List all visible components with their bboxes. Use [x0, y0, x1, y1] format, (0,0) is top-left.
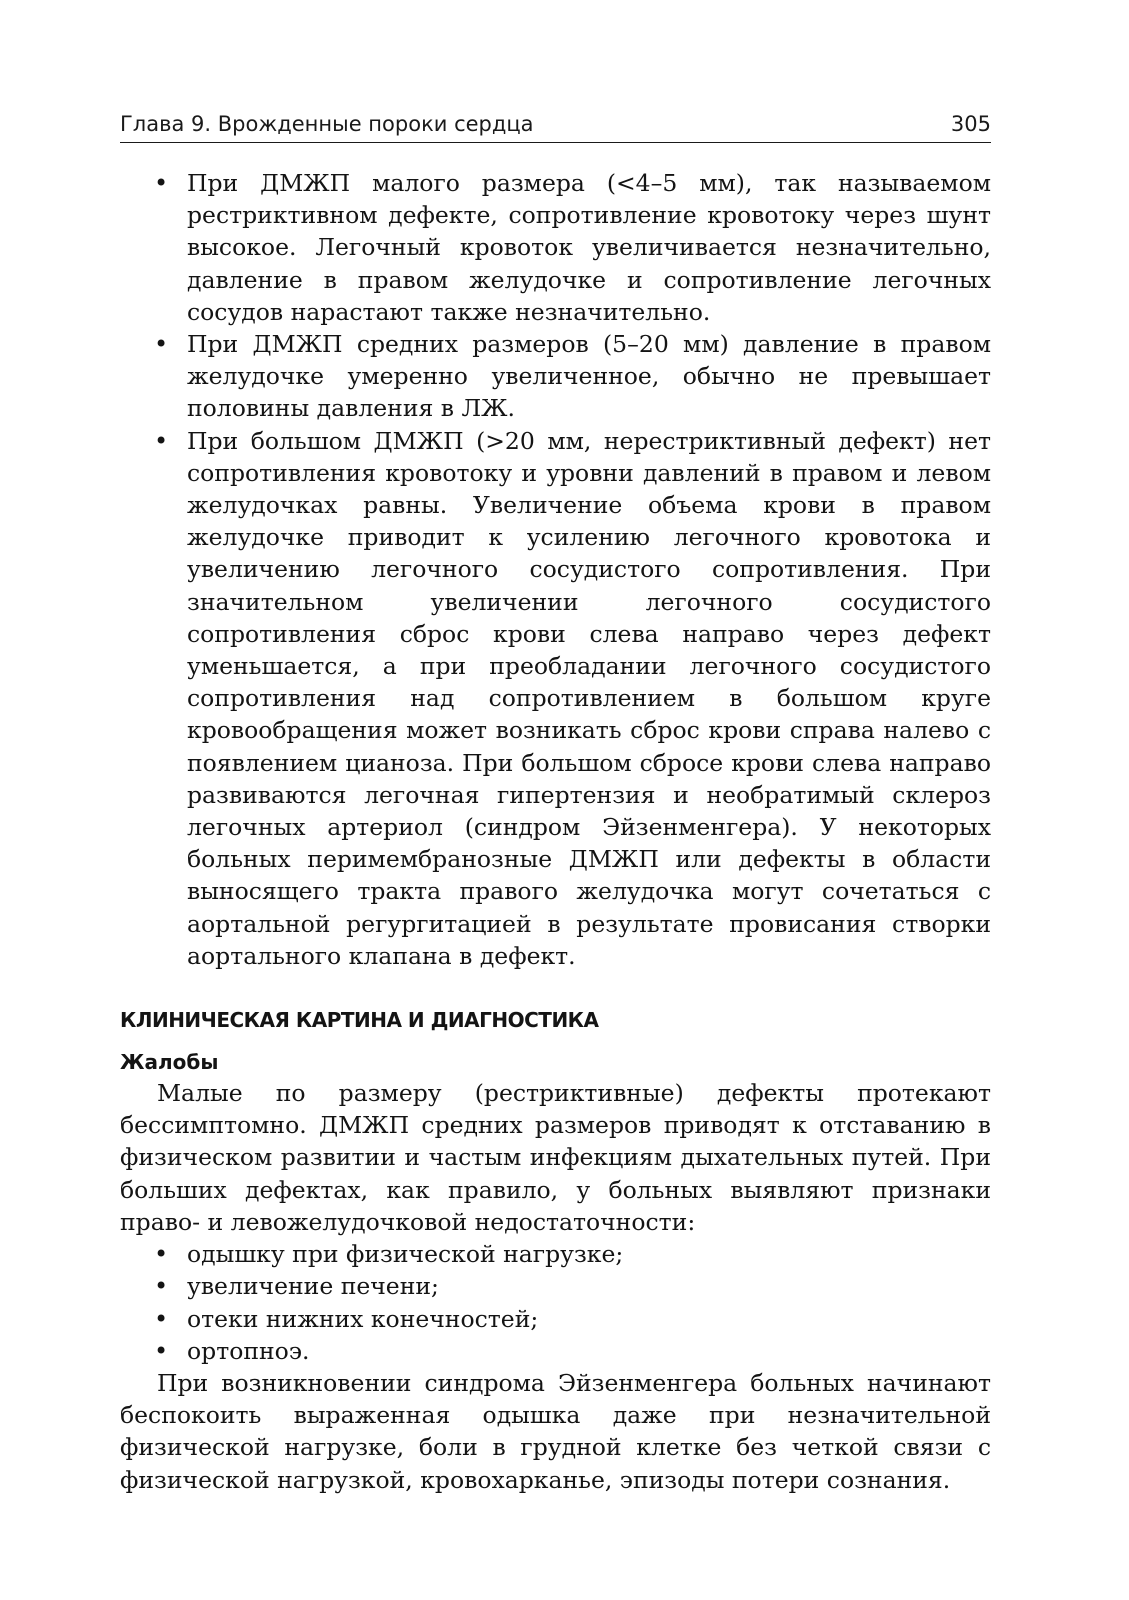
list-item: • отеки нижних конечностей; [120, 1303, 991, 1335]
list-item: • одышку при физической нагрузке; [120, 1238, 991, 1270]
list-item: • При ДМЖП малого размера (<4–5 мм), так называемом рестриктивном дефекте, сопротивление кровотоку через шунт высокое. Легочный кровоток увеличивается незначительно, давление в правом желудочке и сопротивление легочных сосудов нарастают также незначительно. [120, 167, 991, 328]
page-body [120, 167, 991, 1496]
running-header [120, 110, 991, 138]
header-rule [120, 142, 991, 143]
chapter-title: Глава 9. Врожденные пороки сердца [120, 112, 534, 136]
list-item: • При большом ДМЖП (>20 мм, нерестриктивный дефект) нет сопротивления кровотоку и уровни давлений в правом и левом желудочках равны. Увеличение объема крови в правом желудочке приводит к усилению легочного кровотока и увеличению легочного сосудистого сопротивления. При значительном увеличении легочного сосудистого сопротивления сброс крови слева направо через дефект уменьшается, а при преобладании легочного сосудистого сопротивления над сопротивлением в большом круге кровообращения может возникать сброс крови справа налево с появлением цианоза. При большом сбросе крови слева направо развиваются легочная гипертензия и необратимый склероз легочных артериол (синдром Эйзенменгера). У некоторых больных перимембранозные ДМЖП или дефекты в области выносящего тракта правого желудочка могут сочетаться с аортальной регургитацией в результате провисания створки аортального клапана в дефект. [120, 425, 991, 972]
symptom-list [120, 1238, 991, 1367]
list-item: • При ДМЖП средних размеров (5–20 мм) давление в правом желудочке умеренно увеличенное, обычно не превышает половины давления в ЛЖ. [120, 328, 991, 425]
vsd-size-list [120, 167, 991, 972]
page-number: 305 [950, 112, 991, 136]
paragraph: Малые по размеру (рестриктивные) дефекты протекают бессимптомно. ДМЖП средних размеров приводят к отставанию в физическом развитии и частым инфекциям дыхательных путей. При больших дефектах, как правило, у больных выявляют признаки право- и левожелудочковой недостаточности: [120, 1079, 991, 1236]
list-item: • ортопноэ. [120, 1335, 991, 1367]
section-heading: КЛИНИЧЕСКАЯ КАРТИНА И ДИАГНОСТИКА [120, 1008, 599, 1033]
paragraph: При возникновении синдрома Эйзенменгера больных начинают беспокоить выраженная одышка даже при незначительной физической нагрузке, боли в грудной клетке без четкой связи с физической нагрузкой, кровохарканье, эпизоды потери сознания. [120, 1368, 991, 1494]
list-item: • увеличение печени; [120, 1270, 991, 1302]
subsection-heading: Жалобы [120, 1050, 219, 1075]
